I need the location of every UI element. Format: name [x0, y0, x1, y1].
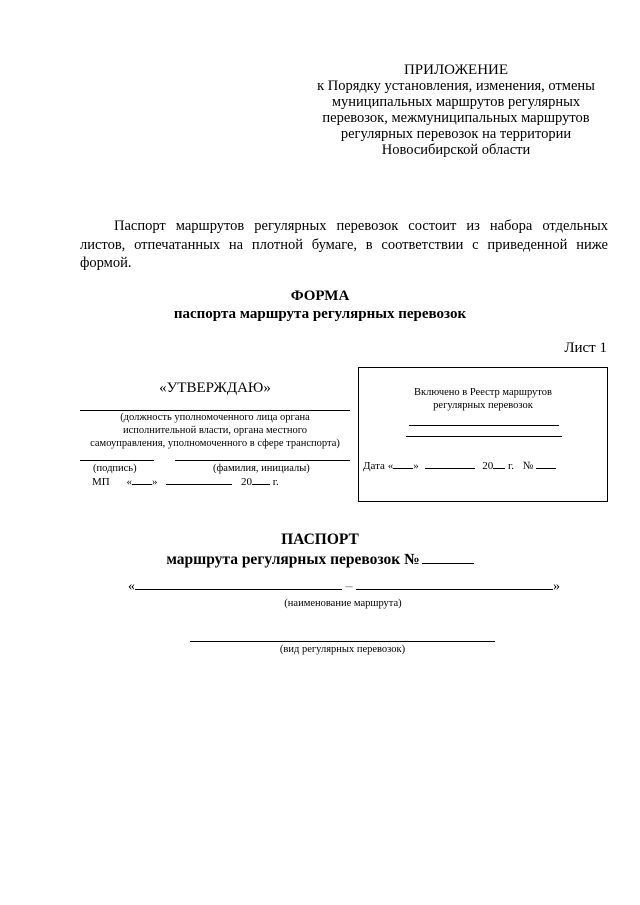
- route-start-blank: [135, 579, 342, 590]
- registry-date-row: Дата « » 20 г. №: [363, 458, 556, 472]
- mp-label: МП: [92, 476, 110, 488]
- signature-caption: (подпись): [93, 463, 137, 474]
- appendix-line: к Порядку установления, изменения, отмены: [317, 78, 595, 94]
- appendix-header: [305, 62, 607, 158]
- passport-title-block: [0, 530, 640, 570]
- year-suffix: г.: [272, 476, 279, 488]
- registry-number-sign: №: [522, 460, 534, 472]
- form-title-block: [0, 287, 640, 323]
- registry-line2: регулярных перевозок: [433, 400, 533, 411]
- form-subtitle: паспорта маршрута регулярных перевозок: [173, 306, 467, 322]
- appendix-line: перевозок, межмуниципальных маршрутов: [322, 110, 590, 126]
- year-blank: [252, 474, 270, 485]
- registry-text: [359, 386, 607, 412]
- position-caption-line: самоуправления, уполномоченного в сфере транспорта): [90, 438, 340, 449]
- signature-line: [80, 460, 154, 461]
- passport-number-blank: [422, 551, 474, 564]
- registry-box: [358, 367, 608, 502]
- appendix-title: ПРИЛОЖЕНИЕ: [403, 62, 509, 78]
- sheet-label: Лист 1: [564, 340, 607, 356]
- passport-subtitle-row: [0, 550, 640, 570]
- position-caption-line: исполнительной власти, органа местного: [122, 425, 308, 436]
- day-blank: [132, 474, 152, 485]
- route-caption: (наименование маршрута): [284, 598, 402, 609]
- registry-month-blank: [425, 458, 475, 469]
- registry-number-blank: [536, 458, 556, 469]
- registry-line: [406, 436, 562, 437]
- name-line: [175, 460, 350, 461]
- registry-date-label: Дата: [363, 460, 385, 472]
- passport-title: ПАСПОРТ: [281, 531, 359, 548]
- registry-year-blank: [493, 458, 505, 469]
- intro-paragraph: Паспорт маршрутов регулярных перевозок состоит из набора отдельных листов, отпечатанных на плотной бумаге, в соответствии с приведенной ниже формой.: [80, 218, 608, 271]
- name-caption: (фамилия, инициалы): [213, 463, 310, 474]
- registry-year-prefix: 20: [482, 460, 494, 472]
- appendix-line: муниципальных маршрутов регулярных: [331, 94, 581, 110]
- transport-type-line: [190, 641, 495, 642]
- appendix-line: регулярных перевозок на территории: [340, 126, 572, 142]
- transport-type-caption: (вид регулярных перевозок): [279, 644, 406, 655]
- registry-day-blank: [393, 458, 413, 469]
- passport-subtitle: маршрута регулярных перевозок №: [166, 551, 420, 568]
- appendix-line: Новосибирской области: [381, 142, 531, 158]
- year-prefix: 20: [240, 476, 252, 488]
- position-caption: [80, 411, 350, 450]
- route-name-row: « – »: [128, 579, 560, 594]
- mp-date-row: МП « » 20 г.: [92, 476, 279, 488]
- route-end-blank: [356, 579, 553, 590]
- registry-line1: Включено в Реестр маршрутов: [414, 387, 552, 398]
- form-title: ФОРМА: [290, 288, 350, 304]
- month-blank: [166, 474, 232, 485]
- registry-line: [409, 425, 559, 426]
- position-caption-line: (должность уполномоченного лица органа: [120, 412, 310, 423]
- approve-title: «УТВЕРЖДАЮ»: [159, 380, 271, 396]
- registry-year-suffix: г.: [507, 460, 514, 472]
